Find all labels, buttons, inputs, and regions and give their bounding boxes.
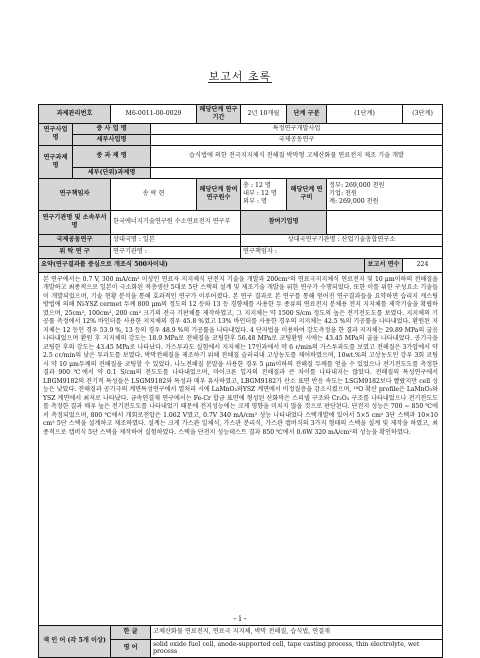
principal-investigator: 송 락 현: [111, 178, 197, 210]
cost-company: 기업: 천원: [329, 190, 357, 198]
main-business-value: 특정연구개발사업: [151, 123, 443, 134]
project-number: M6-0011-00-0029: [111, 105, 197, 124]
abstract-table: [38, 104, 443, 658]
sub-business-label: 세부사업명: [73, 134, 151, 145]
research-cost-label: 해당단계 연구비: [287, 178, 327, 210]
title-underline: [208, 82, 272, 83]
business-group-label: 연구사업명: [39, 123, 73, 145]
period-label: 해당단계 연구기간: [197, 105, 241, 124]
sub-task-value: [151, 167, 443, 178]
keywords-english-label: 영 어: [111, 639, 151, 658]
consigned-org: 연구기관명 :: [111, 246, 241, 258]
summary-body: 본 연구에서는 0.7 V, 300 mA/cm² 이상인 연료자 지지체식 단전지 기술을 개발과 200cm²의 연료극지지체식 연료전지 및 10 μm이하의 전해질을 개발하고 최종적으로 일본이 극소화된 적층생산 5대로 5단 스택의 설계 및 제조기술 개발을 위한 연구가 수행되었다. 또한 이를 위한 구성요소 기술들이 개발되었으며, 기술 현황 분석을 통해 효과적인 연구가 이루어졌다. 본 연구 결과로 본 연구를 통해 얻어진 연구결과들을 요약하면 습리지 캐스팅 방법에 의해 Ni-YSZ cermet 두께 800 μm의 정도의 12 등와 13 등 경향체를 사용한 두 종류의 연료전지 분체용 전지 지지체를 제작기술을 확립하였으며, 25cm², 100cm², 200 cm² 크기의 전극 기판체를 제작하였고, 그 지지체는 약 1500 S/cm 정도의 높은 전기전도도를 보였다. 지지체의 기공률 측정에서 12% 바인더를 사용한 지지체의 경우 45.8 %였고 13% 바인더를 사용한 경우의 지지체는 42.5 %의 기공률을 나타내었다. 환원된 지지체는 12 등인 경우 53.9 %, 13 등의 경우 48.9 %의 기공률을 나타내었다. 4 단자법을 이용하여 강도측정을 한 결과 지지체는 29.89 MPa의 굽음 나타내었으며 환원 후 지지체의 강도는 18.9 MPa로 전해질을 코팅한후 56.48 MPa로 코팅환원 시에는 43.45 MPa의 굽을 나타내었다. 공기극을 코팅한 후의 강도는 43.45 MPa로 나타났다. 가스투과도 실험에서 지지체는 17인과에서 약 6 ℓ/min의 가스투과도를 보였고 전해질은 3가압에서 약 2.5 cℓ/min의 낮은 투과도를 보였다. 박막전해질을 제조하기 위해 전해질 슬러리내 고상농도를 제어하였으며, 10wt.%의 고상농도인 강우 3회 코팅시 약 10 μm두께의 전해질을 코팅할 수 있었다. 나노전해질 분말을 사용한 경우 5 μm이하의 전해질 두께를 얻을 수 있었으나 전기전도도를 측정한 결과 900 ℃에서 약 0.1 S/cm의 전도도를 나타내었으며, 마이크론 입자의 전해질과 큰 차이를 나타내지는 않았다. 전해질의 특성연구에서 LBGM9182의 전기적 특성들은 LSGM9182와 특성과 매우 유사하였고, LBGM9182가 산소 표면 반응 속도는 LSGM9182보다 빨랐지만 cell 성능은 낮았다. 전해질과 공기극의 계면특성연구에서 열처리 시에 LaMnO₃와YSZ 계면에서 비정질층을 감소시켰으며, ¹⁸O 확산 profile은 LaMnO₃와YSZ 계면에서 최저로 나타났다. 금속연결재 연구에서는 Fe-Cr 합금 표면에 형성된 산화막은 스피넬 구조와 Cr₂O₃ 구조를 나타내었으나 전기전도도를 측정한 결과 매우 높은 전기전도도를 나타내었기 때문에 전지성능에는 크게 영향을 미치지 않을 것으로 판단된다. 단전지 성능은 700 ~ 850 ℃에서 측정되었으며, 800 ℃에서 개회로전압은 1.062 V였고, 0.7V 340 mA/cm² 성능 나타내었다 스택개발에 있어서 5×5 cm² 3단 스택과 10×10 cm² 5단 스택을 설계하고 제조하였다. 설계는 크게 가스관 일체식, 가스관 분리식, 가스관 캡버식의 3가지 형태의 스택을 설계 및 제작을 하였고, 최종적으로 캡버식 5단 스택을 제작하여 실험하였다. 스택을 단전지 성능테스트 결과 850 ℃에서 0.6W 320 mA/cm²의 성능을 확인하였다.: [39, 272, 443, 625]
researcher-count: [241, 178, 287, 210]
researcher-count-label: 해당단계 참여연구원수: [197, 178, 241, 210]
main-task-label: 중 과 제 명: [73, 145, 151, 167]
main-business-label: 중 사 업 명: [73, 123, 151, 134]
sub-business-value: 국제공동연구: [151, 134, 443, 145]
stage-label: 단계 구분: [287, 105, 327, 124]
keywords-korean-label: 한 글: [111, 625, 151, 639]
consigned-label: 위 탁 연 구: [39, 246, 111, 258]
page-number: - i -: [233, 614, 247, 623]
organization-value: 한국에너지기술연구원 수소연료전지 연구부: [111, 210, 241, 234]
intl-label: 국제공동연구: [39, 234, 111, 246]
sub-task-label: 세부(단위)과제명: [73, 167, 151, 178]
report-pages-label: 보고서 면수: [365, 258, 403, 272]
summary-label: 요약(연구결과를 중심으로 개조식 500자이내): [39, 258, 365, 272]
keywords-label: 색 인 어 (각 5개 이상): [39, 625, 111, 658]
organization-label: 연구기관명 및 소속부서명: [39, 210, 111, 234]
stage-value: (1단계): [327, 105, 403, 124]
partner-company-value: [327, 210, 443, 234]
cost-government: 정부: 269,000 천원: [329, 182, 385, 190]
researcher-count-external: 외부 : 명: [243, 197, 267, 205]
cost-total: 계: 269,000 천원: [329, 197, 379, 205]
partner-company-label: 참여기업명: [241, 210, 327, 234]
keywords-english: solid oxide fuel cell, anode-supported cell, tape casting process, thin electrolyte, wet process: [151, 639, 443, 658]
consigned-lead: 연구책임자 :: [241, 246, 443, 258]
principal-investigator-label: 연구책임자: [39, 178, 111, 210]
research-cost: [327, 178, 443, 210]
researcher-count-internal: 내부 : 12 명: [243, 190, 277, 198]
stage-total: (3단계): [403, 105, 443, 124]
period-value: 2년 10개월: [241, 105, 287, 124]
main-task-value: 습식법에 의한 전극지지체식 전해질 박막형 고체산화물 연료전지 제조 기술 개발: [151, 145, 443, 167]
intl-country: 상대국명 : 일본: [111, 234, 241, 246]
keywords-korean: 고체산화물 연료전지, 연료극 지지체, 박막 전해질, 습식법, 연결재: [151, 625, 443, 639]
researcher-count-total: 총 : 12 명: [243, 182, 271, 190]
project-number-label: 과제관리번호: [39, 105, 111, 124]
task-group-label: 연구과제명: [39, 145, 73, 178]
report-pages: 224: [403, 258, 443, 272]
document-title: 보고서 초록: [208, 70, 272, 83]
intl-partner: 상대국연구기관명 : 산업기술총합연구소: [241, 234, 443, 246]
